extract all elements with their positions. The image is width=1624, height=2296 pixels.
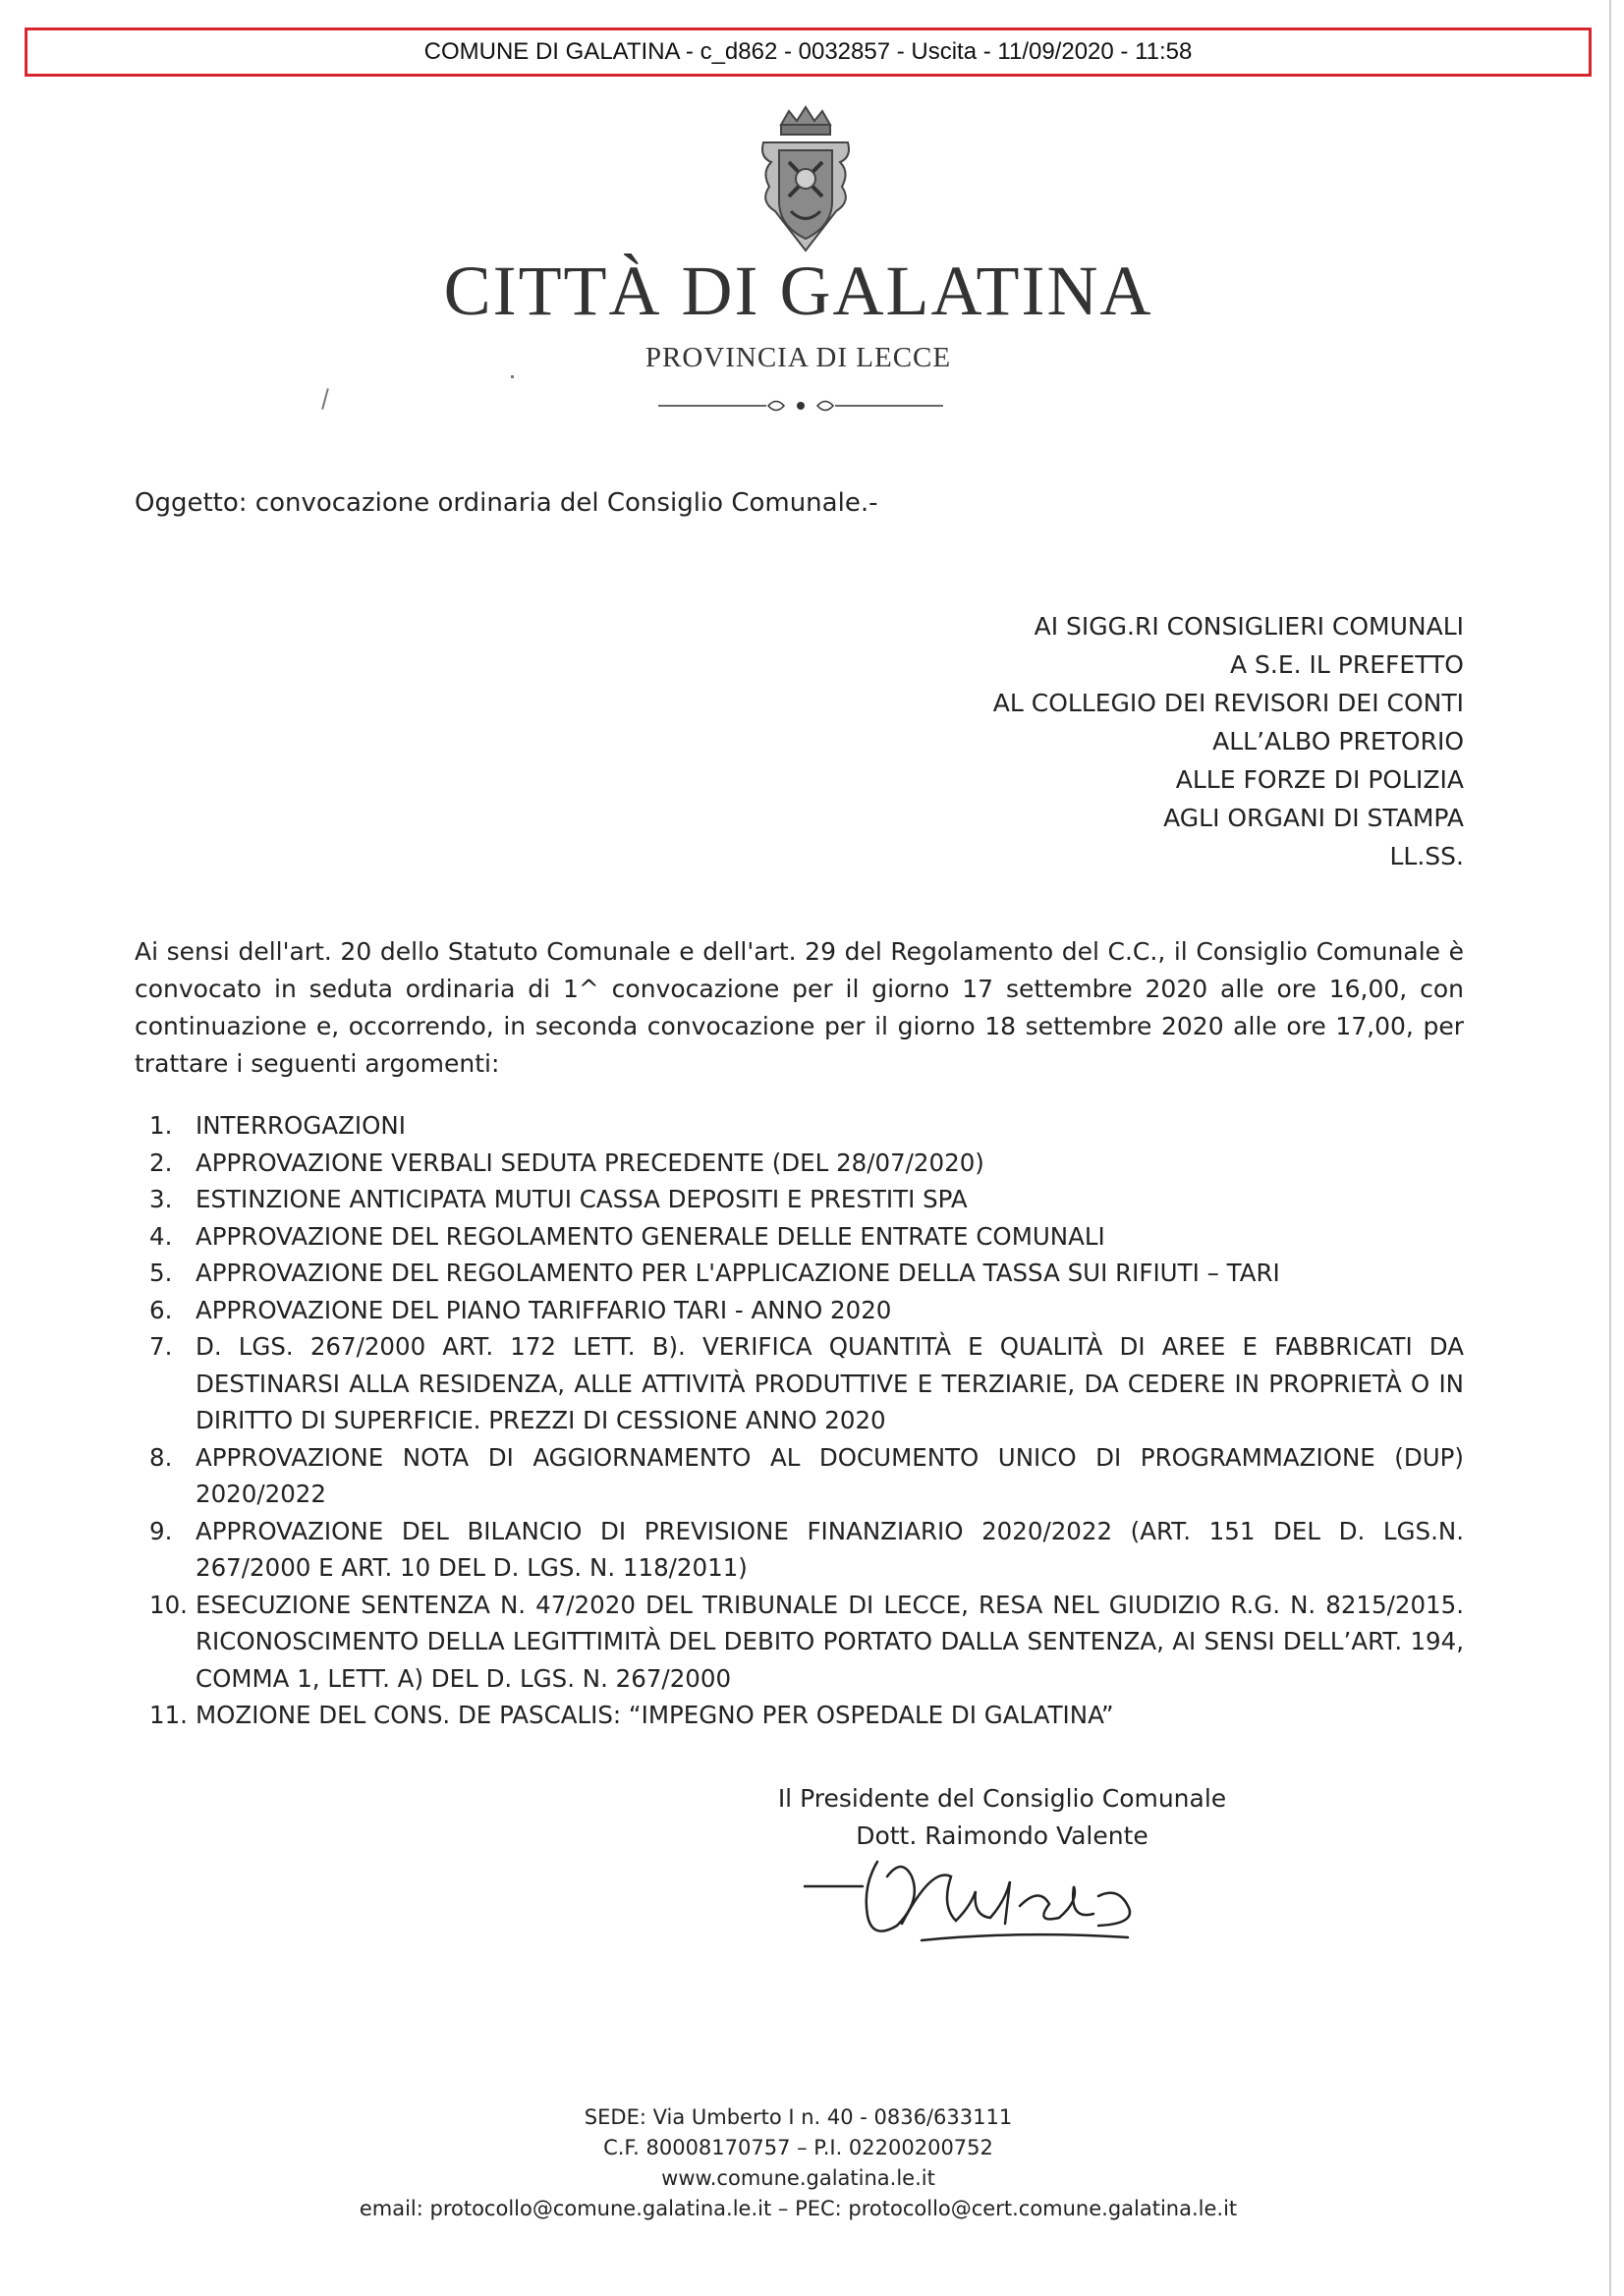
city-title: CITTÀ DI GALATINA [443, 252, 1153, 330]
footer-tax-codes: C.F. 80008170757 – P.I. 02200200752 [603, 2136, 993, 2159]
agenda-item-number: 9. [149, 1516, 173, 1545]
agenda-item-number: 5. [149, 1259, 173, 1287]
city-crest-emblem [742, 103, 869, 265]
recipient: AL COLLEGIO DEI REVISORI DEI CONTI [992, 689, 1464, 717]
scan-artifact [511, 375, 514, 378]
agenda-item-number: 8. [149, 1442, 173, 1472]
protocol-stamp [25, 28, 1592, 77]
agenda-list [135, 1107, 1464, 1734]
protocol-stamp-text: COMUNE DI GALATINA - c_d862 - 0032857 - Uscita - 11/09/2020 - 11:58 [423, 38, 1193, 65]
signatory-name: Dott. Raimondo Valente [856, 1821, 1148, 1850]
agenda-item-text: INTERROGAZIONI [196, 1111, 406, 1140]
agenda-item-number: 6. [149, 1295, 173, 1324]
agenda-item-text: APPROVAZIONE DEL REGOLAMENTO GENERALE DELLE ENTRATE COMUNALI [196, 1221, 1105, 1251]
agenda-item-number: 11. [149, 1701, 188, 1729]
agenda-item-text: APPROVAZIONE VERBALI SEDUTA PRECEDENTE (DEL 28/07/2020) [196, 1148, 984, 1177]
footer-website: www.comune.galatina.le.it [661, 2166, 935, 2190]
scan-artifact [1609, 0, 1611, 2296]
convocation-paragraph: Ai sensi dell'art. 20 dello Statuto Comunale e dell'art. 29 del Regolamento del C.C., il Consiglio Comunale è convocato in seduta ordinaria di 1^ convocazione per il giorno 17 settembre 2020 alle ore 16,00, con continuazione e, occorrendo, in seconda convocazione per il giorno 18 settembre 2020 alle ore 17,00, per trattare i seguenti argomenti: [135, 937, 1464, 1078]
letterhead-footer [0, 2102, 1596, 2224]
agenda-item-text: ESECUZIONE SENTENZA N. 47/2020 DEL TRIBUNALE DI LECCE, RESA NEL GIUDIZIO R.G. N. 8215/2015. RICONOSCIMENTO DELLA LEGITTIMITÀ DEL DEBITO PORTATO DALLA SENTENZA, AI SENSI DELL’ART. 194, COMMA 1, LETT. A) DEL D. LGS. N. 267/2000 [196, 1590, 1464, 1693]
agenda-item [135, 1292, 1464, 1329]
agenda-item-number: 10. [149, 1590, 188, 1619]
agenda-item [135, 1181, 1464, 1218]
recipient: A S.E. IL PREFETTO [1229, 650, 1464, 679]
agenda-item-number: 1. [149, 1111, 173, 1140]
agenda-item-text: D. LGS. 267/2000 ART. 172 LETT. B). VERIFICA QUANTITÀ E QUALITÀ DI AREE E FABBRICATI DA DESTINARSI ALLA RESIDENZA, ALLE ATTIVITÀ PRODUTTIVE E TERZIARIE, DA CEDERE IN PROPRIETÀ O IN DIRITTO DI SUPERFICIE. PREZZI DI CESSIONE ANNO 2020 [196, 1332, 1464, 1434]
recipient: ALLE FORZE DI POLIZIA [1175, 765, 1464, 794]
footer-address: SEDE: Via Umberto I n. 40 - 0836/633111 [584, 2105, 1013, 2129]
recipient: ALL’ALBO PRETORIO [1212, 727, 1464, 756]
recipient: AGLI ORGANI DI STAMPA [1163, 804, 1464, 832]
agenda-item [135, 1513, 1464, 1587]
agenda-item-number: 3. [149, 1185, 173, 1213]
agenda-item-text: ESTINZIONE ANTICIPATA MUTUI CASSA DEPOSITI E PRESTITI SPA [196, 1185, 968, 1213]
recipient: AI SIGG.RI CONSIGLIERI COMUNALI [1034, 612, 1464, 641]
province-subtitle: PROVINCIA DI LECCE [644, 342, 952, 373]
agenda-item [135, 1697, 1464, 1734]
agenda-item-number: 2. [149, 1148, 173, 1177]
agenda-item-text: APPROVAZIONE DEL BILANCIO DI PREVISIONE FINANZIARIO 2020/2022 (ART. 151 DEL D. LGS.N. 267/2000 E ART. 10 DEL D. LGS. N. 118/2011) [196, 1516, 1464, 1582]
letter-subject: Oggetto: convocazione ordinaria del Consiglio Comunale.- [135, 488, 878, 518]
agenda-item-text: MOZIONE DEL CONS. DE PASCALIS: “IMPEGNO PER OSPEDALE DI GALATINA” [196, 1701, 1114, 1729]
recipients-list [993, 607, 1464, 875]
agenda-item [135, 1145, 1464, 1182]
ornamental-divider [658, 393, 943, 419]
agenda-item [135, 1587, 1464, 1698]
agenda-item-text: APPROVAZIONE DEL REGOLAMENTO PER L'APPLICAZIONE DELLA TASSA SUI RIFIUTI – TARI [196, 1259, 1280, 1287]
footer-email: email: protocollo@comune.galatina.le.it – PEC: protocollo@cert.comune.galatina.le.it [359, 2197, 1238, 2220]
agenda-item [135, 1255, 1464, 1292]
agenda-item-text: APPROVAZIONE DEL PIANO TARIFFARIO TARI - ANNO 2020 [196, 1295, 892, 1324]
handwritten-signature [804, 1847, 1177, 1955]
recipient: LL.SS. [1389, 842, 1464, 870]
agenda-item-number: 4. [149, 1221, 173, 1251]
agenda-item [135, 1328, 1464, 1439]
agenda-item-number: 7. [149, 1332, 173, 1361]
signatory-role: Il Presidente del Consiglio Comunale [777, 1784, 1227, 1813]
agenda-item [135, 1439, 1464, 1513]
agenda-item [135, 1218, 1464, 1256]
agenda-item [135, 1107, 1464, 1145]
agenda-item-text: APPROVAZIONE NOTA DI AGGIORNAMENTO AL DOCUMENTO UNICO DI PROGRAMMAZIONE (DUP) 2020/2022 [196, 1442, 1464, 1508]
scan-artifact [321, 388, 329, 410]
signature-block [688, 1780, 1316, 1855]
